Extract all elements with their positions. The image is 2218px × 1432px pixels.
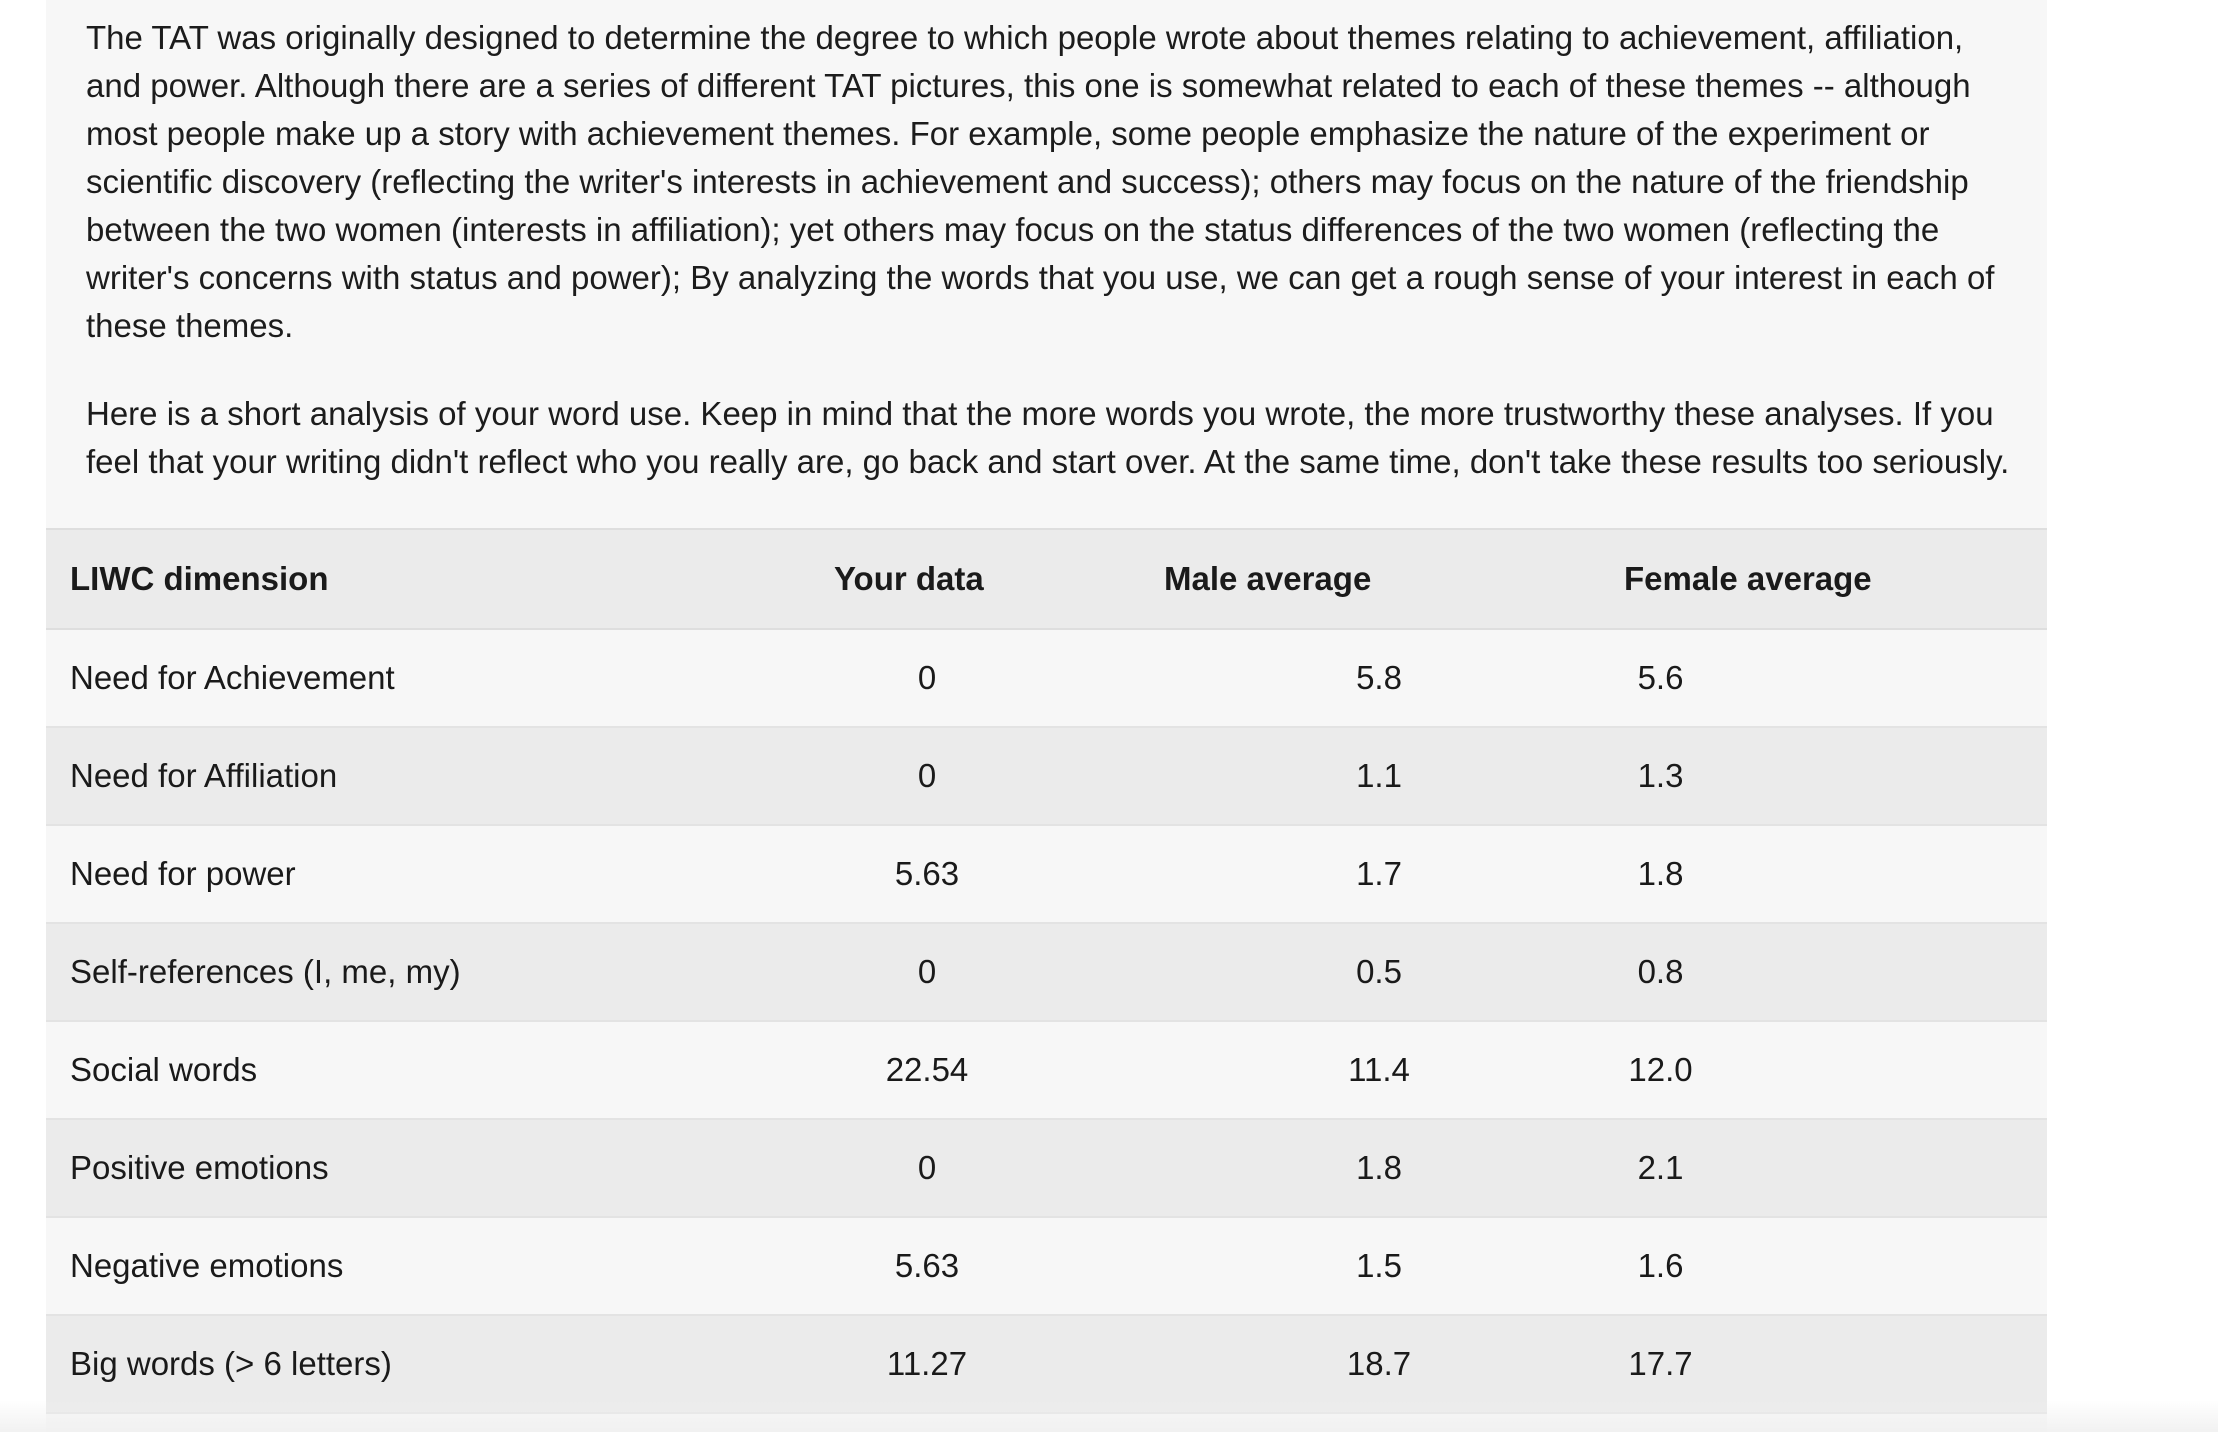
header-female-average: Female average bbox=[1594, 529, 2047, 629]
cell-female-average: 1.3 bbox=[1594, 727, 2047, 825]
cell-male-average: 1.8 bbox=[1164, 1119, 1594, 1217]
cell-dimension: Social words bbox=[46, 1021, 690, 1119]
results-panel bbox=[46, 0, 2047, 1432]
cell-dimension: Need for power bbox=[46, 825, 690, 923]
cell-male-average: 1.7 bbox=[1164, 825, 1594, 923]
table-row bbox=[46, 629, 2047, 727]
cell-dimension: Need for Achievement bbox=[46, 629, 690, 727]
table-row bbox=[46, 1119, 2047, 1217]
cell-male-average: 5.8 bbox=[1164, 629, 1594, 727]
cell-female-average: 12.0 bbox=[1594, 1021, 2047, 1119]
cell-your-data: 5.63 bbox=[690, 825, 1164, 923]
cell-male-average: 1.5 bbox=[1164, 1217, 1594, 1315]
cell-dimension: Self-references (I, me, my) bbox=[46, 923, 690, 1021]
cell-your-data: 22.54 bbox=[690, 1021, 1164, 1119]
table-row bbox=[46, 923, 2047, 1021]
intro-paragraph-2: Here is a short analysis of your word use. Keep in mind that the more words you wrote, the more trustworthy these analyses. If you feel that your writing didn't reflect who you really are, go back and start over. At the same time, don't take these results too seriously. bbox=[86, 395, 2010, 480]
table-row bbox=[46, 1217, 2047, 1315]
cell-your-data: 0 bbox=[690, 727, 1164, 825]
cell-female-average: 5.6 bbox=[1594, 629, 2047, 727]
intro-paragraph-1: The TAT was originally designed to determine the degree to which people wrote about themes relating to achievement, affiliation, and power. Although there are a series of different TAT pictures, this one is somewhat related to each of these themes -- although most people make up a story with achievement themes. For example, some people emphasize the nature of the experiment or scientific discovery (reflecting the writer's interests in achievement and success); others may focus on the nature of the friendship between the two women (interests in affiliation); yet others may focus on the status differences of the two women (reflecting the writer's concerns with status and power); By analyzing the words that you use, we can get a rough sense of your interest in each of these themes. bbox=[86, 19, 1995, 344]
cell-your-data: 0 bbox=[690, 1119, 1164, 1217]
cell-female-average: 2.1 bbox=[1594, 1119, 2047, 1217]
table-row bbox=[46, 1315, 2047, 1413]
cell-male-average: 0.5 bbox=[1164, 923, 1594, 1021]
cell-your-data: 11.27 bbox=[690, 1315, 1164, 1413]
cell-your-data: 0 bbox=[690, 629, 1164, 727]
table-row bbox=[46, 1021, 2047, 1119]
cell-your-data: 0 bbox=[690, 923, 1164, 1021]
cell-dimension: Need for Affiliation bbox=[46, 727, 690, 825]
cell-your-data: 5.63 bbox=[690, 1217, 1164, 1315]
cell-female-average: 1.6 bbox=[1594, 1217, 2047, 1315]
table-row bbox=[46, 825, 2047, 923]
header-your-data: Your data bbox=[690, 529, 1164, 629]
liwc-results-table bbox=[46, 528, 2047, 1414]
table-row bbox=[46, 727, 2047, 825]
table-header-row bbox=[46, 529, 2047, 629]
cell-male-average: 1.1 bbox=[1164, 727, 1594, 825]
cell-dimension: Positive emotions bbox=[46, 1119, 690, 1217]
bottom-fade bbox=[0, 1400, 2218, 1432]
cell-female-average: 17.7 bbox=[1594, 1315, 2047, 1413]
header-liwc-dimension: LIWC dimension bbox=[46, 529, 690, 629]
cell-dimension: Negative emotions bbox=[46, 1217, 690, 1315]
cell-male-average: 11.4 bbox=[1164, 1021, 1594, 1119]
intro-text bbox=[86, 14, 2026, 486]
header-male-average: Male average bbox=[1164, 529, 1594, 629]
cell-male-average: 18.7 bbox=[1164, 1315, 1594, 1413]
cell-dimension: Big words (> 6 letters) bbox=[46, 1315, 690, 1413]
cell-female-average: 1.8 bbox=[1594, 825, 2047, 923]
cell-female-average: 0.8 bbox=[1594, 923, 2047, 1021]
